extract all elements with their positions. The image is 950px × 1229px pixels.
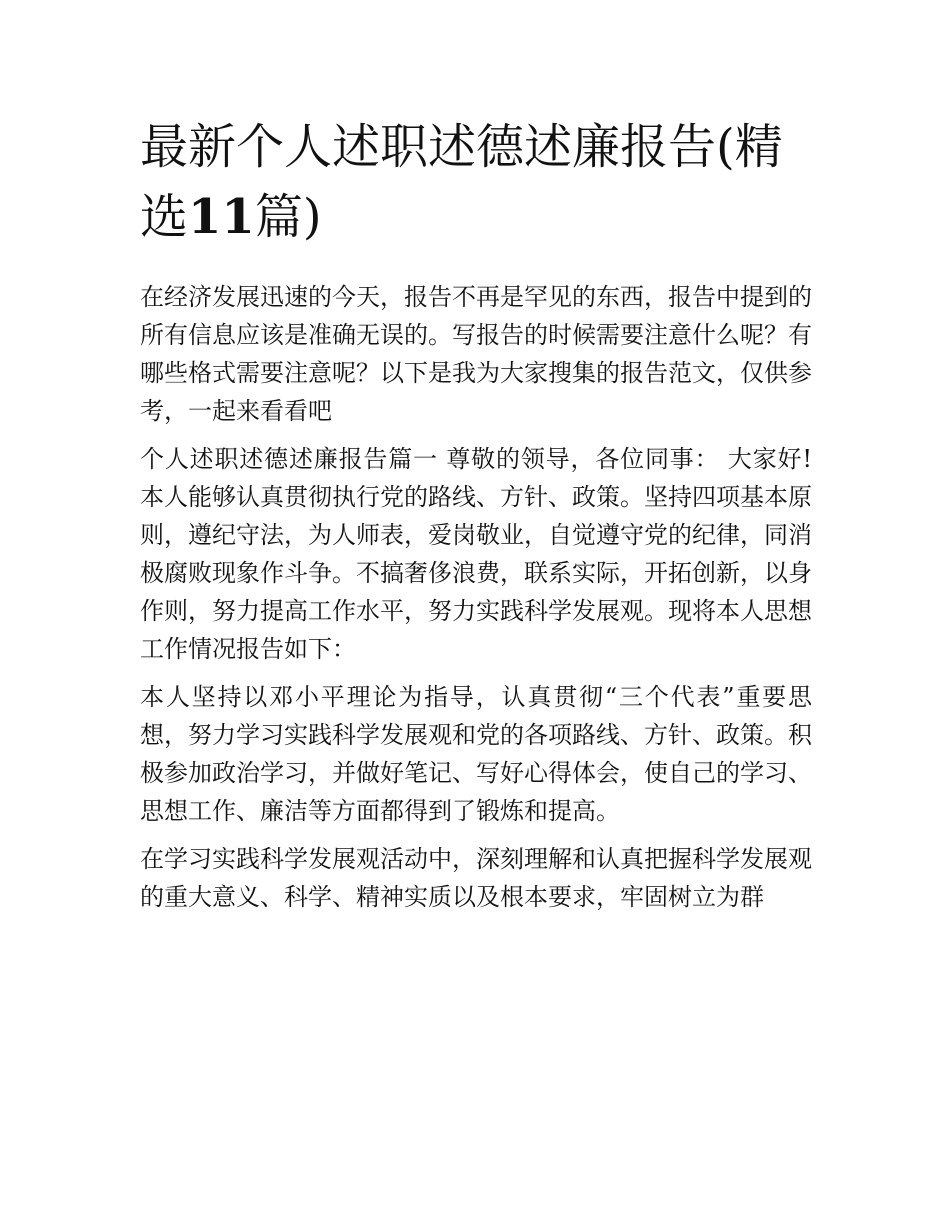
title-count: 11 [188,189,255,245]
report-opening-paragraph: 个人述职述德述廉报告篇一 尊敬的领导，各位同事： 大家好! 本人能够认真贯彻执行党的路线、方针、政策。坚持四项基本原则，遵纪守法，为人师表，爱岗敬业，自觉遵守党的纪律，同消极腐败现象作斗争。不搞奢侈浪费，联系实际，开拓创新，以身作则，努力提高工作水平，努力实践科学发展观。现将本人思想工作情况报告如下： [140,445,812,663]
intro-paragraph: 在经济发展迅速的今天，报告不再是罕见的东西，报告中提到的所有信息应该是准确无误的。写报告的时候需要注意什么呢？有哪些格式需要注意呢？以下是我为大家搜集的报告范文，仅供参考，一起来看看吧 [140,283,812,425]
document-title [140,112,812,252]
title-suffix: 篇) [254,189,322,245]
practice-paragraph: 在学习实践科学发展观活动中，深刻理解和认真把握科学发展观的重大意义、科学、精神实质以及根本要求，牢固树立为群 [140,845,812,911]
study-paragraph: 本人坚持以邓小平理论为指导，认真贯彻“三个代表”重要思想，努力学习实践科学发展观和党的各项路线、方针、政策。积极参加政治学习，并做好笔记、写好心得体会，使自己的学习、思想工作、廉洁等方面都得到了锻炼和提高。 [140,683,812,825]
title-text: 最新个人述职述德述廉报告(精选 [140,119,783,245]
document-content [140,112,812,926]
